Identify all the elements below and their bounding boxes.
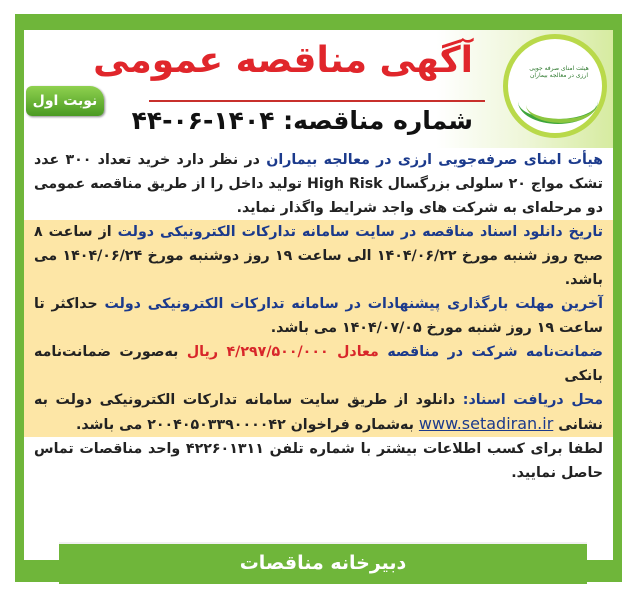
documents-label: محل دریافت اسناد: xyxy=(462,392,603,408)
documents-paragraph xyxy=(34,388,603,437)
highlighted-section xyxy=(24,220,613,437)
tender-number: شماره مناقصه: ۱۴۰۴-۰۶-۴۴ xyxy=(131,106,473,135)
contact-paragraph: لطفا برای کسب اطلاعات بیشتر با شماره تلفن ۴۲۲۶۰۱۳۱۱ واحد مناقصات تماس حاصل نمایید. xyxy=(34,441,603,481)
title-divider xyxy=(149,100,485,102)
ad-body xyxy=(34,148,603,485)
footer-bar xyxy=(59,542,587,584)
organization-name: هیأت امنای صرفه‌جویی ارزی در معالجه بیماران xyxy=(266,152,604,168)
ad-frame xyxy=(15,14,622,582)
deadline-paragraph xyxy=(34,292,603,340)
logo-text: هیئت امنای صرفه جویی ارزی در معالجه بیماران xyxy=(529,65,589,79)
logo-arc-icon xyxy=(526,87,596,123)
intro-text: در نظر دارد خرید تعداد ۳۰۰ عدد تشک مواج ۲۰ سلولی بزرگسال High Risk تولید داخل را از طریق مناقصه عمومی دو مرحله‌ای به شرکت های واجد شرایط واگذار نماید. xyxy=(34,152,603,216)
guarantee-text: به‌صورت ضمانت‌نامه بانکی xyxy=(34,344,603,384)
guarantee-paragraph xyxy=(34,340,603,388)
ad-header xyxy=(24,30,613,148)
footer-label: دبیرخانه مناقصات xyxy=(239,552,407,574)
guarantee-amount: معادل ۴/۲۹۷/۵۰۰/۰۰۰ ریال xyxy=(186,344,388,360)
organization-logo xyxy=(503,34,607,138)
download-date-label: تاریخ دانلود اسناد مناقصه در سایت سامانه تدارکات الکترونیکی دولت xyxy=(117,224,603,240)
ad-title: آگهی مناقصه عمومی xyxy=(93,40,473,81)
download-date-paragraph xyxy=(34,220,603,292)
call-number-text: به‌شماره فراخوان ۲۰۰۴۰۵۰۳۳۹۰۰۰۰۴۲ می باشد. xyxy=(75,417,419,433)
first-round-badge: نوبت اول xyxy=(26,86,104,116)
documents-text: دانلود از طریق سایت سامانه تدارکات الکترونیکی دولت به نشانی xyxy=(34,392,603,433)
intro-paragraph xyxy=(34,148,603,220)
ad-content xyxy=(24,30,613,560)
download-date-text: از ساعت ۸ صبح روز شنبه مورخ ۱۴۰۴/۰۶/۲۲ الی ساعت ۱۹ روز دوشنبه مورخ ۱۴۰۴/۰۶/۲۴ می باشد. xyxy=(34,224,603,288)
deadline-text: حداکثر تا ساعت ۱۹ روز شنبه مورخ ۱۴۰۴/۰۷/۰۵ می باشد. xyxy=(34,296,603,336)
deadline-label: آخرین مهلت بارگذاری پیشنهادات در سامانه تدارکات الکترونیکی دولت xyxy=(104,296,603,312)
guarantee-label: ضمانت‌نامه شرکت در مناقصه xyxy=(387,344,603,360)
setadiran-link[interactable]: www.setadiran.ir xyxy=(418,414,554,433)
